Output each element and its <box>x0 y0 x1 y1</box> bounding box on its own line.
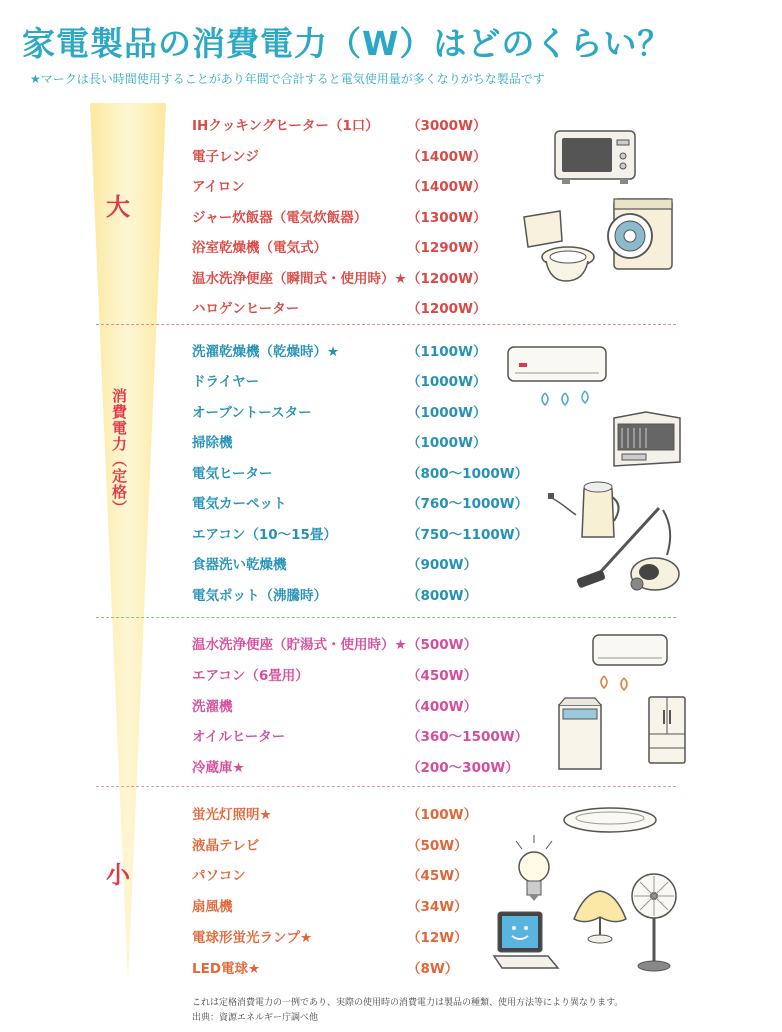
vacuum-cleaner-icon <box>575 500 685 595</box>
light-bulb-icon <box>504 833 564 903</box>
appliance-watt: （100W） <box>407 807 478 823</box>
appliance-name: エアコン（10〜15畳） <box>192 527 337 543</box>
group-divider <box>96 786 676 787</box>
fan-icon <box>628 870 680 974</box>
appliance-name: 電気ポット（沸騰時） <box>192 588 327 604</box>
appliance-watt: （760〜1000W） <box>407 496 529 512</box>
appliance-watt: （1000W） <box>407 435 487 451</box>
appliance-name: 電球形蛍光ランプ★ <box>192 930 313 946</box>
appliance-watt: （750〜1100W） <box>407 527 529 543</box>
scale-low-label: 小 <box>106 861 130 889</box>
appliance-watt: （8W） <box>407 961 459 977</box>
appliance-name: パソコン <box>192 868 246 884</box>
appliance-watt: （1100W） <box>407 344 487 360</box>
appliance-watt: （500W） <box>407 637 478 653</box>
appliance-watt: （1200W） <box>407 301 487 317</box>
appliance-watt: （3000W） <box>407 118 487 134</box>
appliance-watt: （800〜1000W） <box>407 466 529 482</box>
appliance-watt: （1290W） <box>407 240 487 256</box>
power-scale-wedge <box>88 103 168 983</box>
appliance-watt: （400W） <box>407 699 478 715</box>
appliance-watt: （800W） <box>407 588 478 604</box>
appliance-name: 電気ヒーター <box>192 466 273 482</box>
ceiling-light-icon <box>560 800 660 838</box>
group-divider <box>96 324 676 325</box>
appliance-name: ドライヤー <box>192 374 260 390</box>
appliance-name: ハロゲンヒーター <box>192 301 300 317</box>
appliance-watt: （50W） <box>407 838 468 854</box>
appliance-watt: （1400W） <box>407 149 487 165</box>
washing-machine-icon <box>600 196 675 274</box>
group-divider <box>96 617 676 618</box>
footer-note: これは定格消費電力の一例であり、実際の使用時の消費電力は製品の種類、使用方法等により異なります。 <box>192 998 624 1008</box>
appliance-name: アイロン <box>192 179 245 195</box>
appliance-name: 掃除機 <box>192 435 233 451</box>
page-subtitle: ★マークは長い時間使用することがあり年間で合計すると電気使用量が多くなりがちな製品です <box>30 72 545 86</box>
appliance-name: エアコン（6畳用） <box>192 668 309 684</box>
appliance-name: 扇風機 <box>192 899 233 915</box>
appliance-watt: （1200W） <box>407 271 487 287</box>
appliance-watt: （12W） <box>407 930 468 946</box>
microwave-icon <box>552 128 638 186</box>
dish-dryer-icon <box>608 408 684 470</box>
appliance-watt: （200〜300W） <box>407 760 519 776</box>
laptop-icon <box>492 908 560 974</box>
appliance-name: IHクッキングヒーター（1口） <box>192 118 379 134</box>
appliance-name: 温水洗浄便座（瞬間式・使用時）★ <box>192 271 407 287</box>
appliance-name: 浴室乾燥機（電気式） <box>192 240 327 256</box>
appliance-watt: （34W） <box>407 899 468 915</box>
appliance-watt: （45W） <box>407 868 468 884</box>
refrigerator-icon <box>646 694 688 766</box>
air-conditioner-icon <box>590 632 670 696</box>
appliance-name: 冷蔵庫★ <box>192 760 245 776</box>
appliance-name: LED電球★ <box>192 961 261 977</box>
appliance-watt: （360〜1500W） <box>407 729 529 745</box>
toilet-icon <box>520 205 600 285</box>
scale-high-label: 大 <box>106 193 130 221</box>
appliance-name: 電気カーペット <box>192 496 287 512</box>
appliance-name: ジャー炊飯器（電気炊飯器） <box>192 210 368 226</box>
appliance-name: 食器洗い乾燥機 <box>192 557 287 573</box>
appliance-name: オイルヒーター <box>192 729 286 745</box>
appliance-watt: （450W） <box>407 668 478 684</box>
appliance-name: 洗濯機 <box>192 699 233 715</box>
air-conditioner-icon <box>505 343 610 415</box>
page-title: 家電製品の消費電力（W）はどのくらい？ <box>22 24 672 63</box>
washer-icon <box>555 695 605 773</box>
appliance-watt: （1300W） <box>407 210 487 226</box>
lamp-icon <box>570 885 630 945</box>
appliance-name: 液晶テレビ <box>192 838 260 854</box>
scale-axis-label: 消費電力（定格） <box>110 388 128 516</box>
appliance-name: 電子レンジ <box>192 149 259 165</box>
footer-source: 出典：資源エネルギー庁調べ他 <box>192 1013 319 1023</box>
appliance-name: オーブントースター <box>192 405 312 421</box>
appliance-name: 蛍光灯照明★ <box>192 807 272 823</box>
appliance-watt: （1000W） <box>407 405 487 421</box>
appliance-watt: （1000W） <box>407 374 487 390</box>
appliance-watt: （1400W） <box>407 179 487 195</box>
appliance-name: 洗濯乾燥機（乾燥時）★ <box>192 344 340 360</box>
appliance-name: 温水洗浄便座（貯湯式・使用時）★ <box>192 637 407 653</box>
appliance-watt: （900W） <box>407 557 478 573</box>
